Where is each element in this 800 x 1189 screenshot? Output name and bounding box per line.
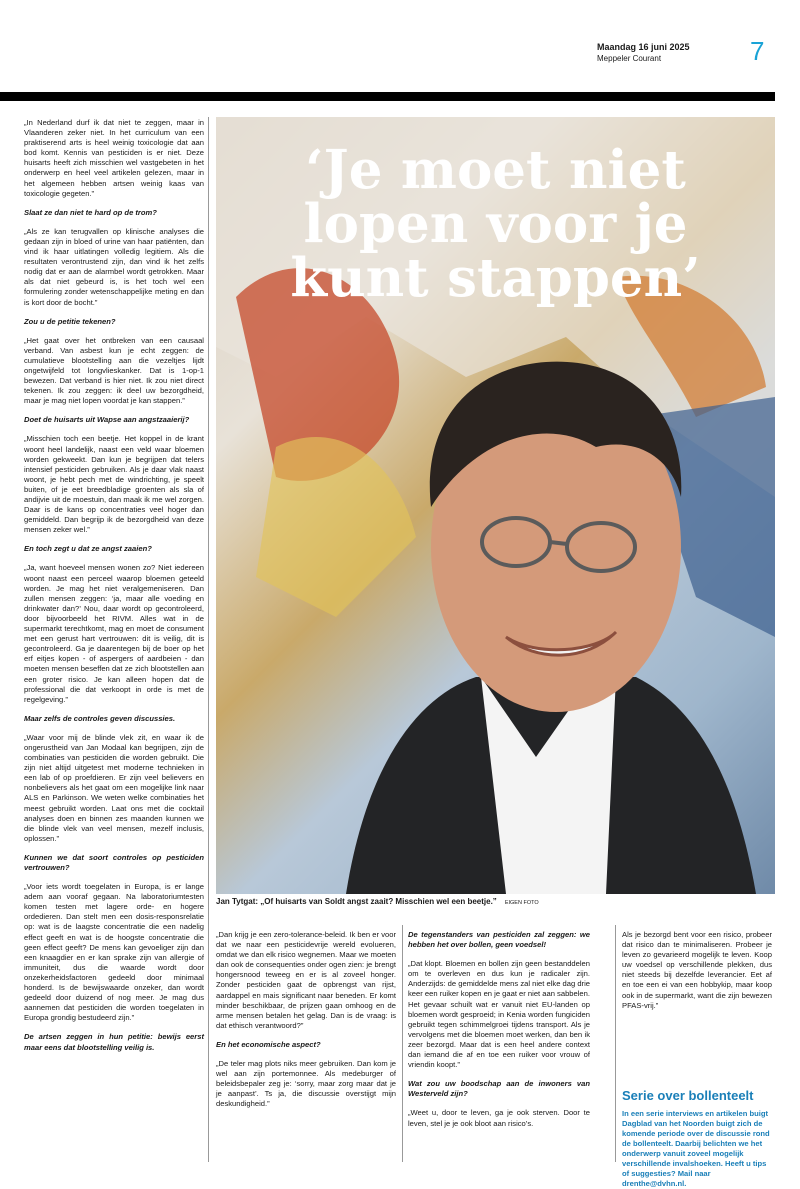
column-divider	[615, 925, 616, 1162]
page-number: 7	[750, 36, 765, 66]
article-column-4	[622, 930, 772, 1020]
article-column-3	[408, 930, 590, 1138]
interview-answer: „Dat klopt. Bloemen en bollen zijn geen bestanddelen om te overleven en dus kun je radicaler zijn. Anderzijds: de gemiddelde mens zal niet elke dag drie keer een ruiker kopen en je gaat er niet aan sabbelen. Het gevaar schuilt wat er vanuit niet EU-landen op bloemen wordt gesproeid; in Kenia worden fungiciden gebruikt tegen schimmelgroei tijdens transport. Als je vervolgens met die bloemen moet werken, dan ben ik zeer bezorgd. Maar dat is een heel andere context dan iemand die af en toe een ruiker voor vrouw of vriendin koopt.”	[408, 959, 590, 1070]
interview-question: Maar zelfs de controles geven discussies.	[24, 713, 176, 723]
article-column-2	[216, 930, 396, 1119]
interview-answer: „Het gaat over het ontbreken van een causaal verband. Van asbest kun je echt zeggen: de cumulatieve blootstelling aan die vezeltjes lijdt ongetwijfeld tot longvlieskanker. Dat is 1-op-1 bewezen. Dat verband is hier niet. Ik zou niet direct tekenen. Ik zou zeggen: ik deel uw bezorgdheid, maar je mag niet lopen voordat je kan stappen.”	[24, 335, 204, 406]
header-paper-name: Meppeler Courant	[597, 54, 662, 63]
caption-text: Jan Tytgat: „Of huisarts van Soldt angst zaait? Misschien wel een beetje.”	[216, 897, 497, 906]
interview-question: En toch zegt u dat ze angst zaaien?	[24, 544, 152, 554]
headline	[216, 139, 775, 309]
interview-answer: „Misschien toch een beetje. Het koppel in de krant woont heel landelijk, naast een veld waar bloemen worden gekweekt. Dan kun je begrijpen dat telers intensief pesticiden gebruiken. Als je daar vlak naast woont, je hebt pech met de windrichting, je speelt buiten, of je eet breedbladige groenten als sla of andijvie uit de moestuin, dan maak ik me wel zorgen. Daar is de kans op concentraties veel hoger dan gemiddeld. Dan begrijp ik de bezorgdheid van deze mensen zeker wel.”	[24, 434, 204, 535]
photo-caption	[216, 897, 539, 906]
interview-answer: „In Nederland durf ik dat niet te zeggen, maar in Vlaanderen zeker niet. In het curriculum van een praktiserend arts is heel weinig toxicologie dat aan bod komt. Kennis van pesticiden is er niet. Deze huisarts heeft zich misschien wel vastgebeten in het onderwerp en heel veel artikelen gelezen, maar in het algemeen hebben artsen weinig kaas van toxicologie gegeten.”	[24, 118, 204, 198]
headline-line-2: lopen voor je	[303, 193, 688, 255]
interview-question: Slaat ze dan niet te hard op de trom?	[24, 207, 157, 217]
interview-answer: „Ja, want hoeveel mensen wonen zo? Niet iedereen woont naast een perceel waarop bloemen geteeld worden. Je mag het niet veralgemeniseren. Dan zullen mensen zeggen: ‘ja, maar alle voeding en drinkwater dan?’ Nou, daar wordt op gecontroleerd, door bijvoorbeeld het RIVM. Alles wat in de supermarkt terechtkomt, mag en moet de consument met een gerust hart vertrouwen: dit is veilig, dit is gecontroleerd. Ga je daarentegen bij de boer op het erf eitjes kopen - of aspergers of aardbeien - dan moeten mensen beseffen dat ze zich blootstellen aan een groter risico. Je kan alleen hopen dat de professional die dat verkoopt in orde is met de regelgeving.”	[24, 563, 204, 704]
interview-question: De artsen zeggen in hun petitie: bewijs eerst maar eens dat blootstelling veilig is.	[24, 1032, 204, 1052]
interview-answer: „De teler mag plots niks meer gebruiken. Dan kom je wel aan zijn portemonnee. Als medeburger of beleidsbepaler zeg je: ‘sorry, maar zorg maar dat je je aanpast’. Ts ja, die discussie overstijgt mijn deskundigheid.”	[216, 1059, 396, 1109]
interview-answer: Als je bezorgd bent voor een risico, probeer dat risico dan te minimaliseren. Probeer je leven zo gevarieerd mogelijk te leven. Koop uw voedsel op verschillende plekken, dus niet steeds bij dezelfde leverancier. Eet af en toe een ei van een hobbykip, maar koop ook in de supermarkt, want die zijn bewezen PFAS-vrij.”	[622, 930, 772, 1010]
interview-question: En het economische aspect?	[216, 1039, 321, 1049]
headline-line-1: ‘Je moet niet	[305, 139, 686, 201]
interview-answer: „Voor iets wordt toegelaten in Europa, is er lange adem aan vooraf gegaan. Na laboratoriumtesten komen testen met lagere orde- en hogere ordedieren. Dan stelt men een dosis-responsrelatie op: wat is de laagste concentratie die een nadelig effect geeft en wat is de hoogste concentratie die geen effect geeft? De mens kan gevoeliger zijn dan een knaagdier en er kan sprake zijn van allergie of immuniteit, dus die waarde wordt door onzekerheidsfactoren gedeeld door minimaal honderd. Is de bewijswaarde onzeker, dan wordt gedeeld door duizend of nog meer. Je mag dus aannemen dat pesticiden die worden toegelaten in Europa grondig bestudeerd zijn.”	[24, 882, 204, 1023]
top-rule	[0, 92, 775, 101]
info-box	[622, 1088, 772, 1189]
column-divider	[208, 117, 209, 1162]
interview-question: Zou u de petitie tekenen?	[24, 316, 116, 326]
interview-answer: „Als ze kan terugvallen op klinische analyses die gedaan zijn in bloed of urine van haar patiënten, dan vind ik haar uitlatingen volledig legitiem. Als die resultaten verontrustend zijn, dan vind ik het zelfs nodig dat er aan de alarmbel wordt getrokken. Maar als dat niet gebeurd is, is het toch wel een formulering zonder wetenschappelijke meting en dan is kort door de bocht.”	[24, 226, 204, 307]
interview-answer: „Waar voor mij de blinde vlek zit, en waar ik de ongerustheid van Jan Modaal kan begrijpen, zijn de combinaties van pesticiden die worden gebruikt. Die zijn niet altijd uitgetest met moderne technieken in een lab of op proefdieren. Er zijn veel believers en nonbelievers als het gaat om een mogelijke link naar ALS en Parkinson. We weten welke combinaties het meest gebruikt worden. Laat ons met die cocktail analyses doen en binnen zes maanden kunnen we die blinde vlek van veel mensen, mezelf inclusis, oplossen.”	[24, 732, 204, 843]
article-column-1	[24, 118, 204, 1062]
header-date: Maandag 16 juni 2025	[597, 42, 690, 52]
interview-question: Wat zou uw boodschap aan de inwoners van Westerveld zijn?	[408, 1079, 590, 1099]
column-divider	[402, 925, 403, 1162]
interview-question: Kunnen we dat soort controles op pesticiden vertrouwen?	[24, 852, 204, 872]
info-box-text: In een serie interviews en artikelen buigt Dagblad van het Noorden buigt zich de komende periode over de discussie rond de bollenteelt. Daarbij belichten we het onderwerp vanuit zoveel mogelijk verschillende invalshoeken. Heeft u tips of suggesties? Mail naar drenthe@dvhn.nl.	[622, 1109, 770, 1188]
photo-credit: EIGEN FOTO	[504, 900, 539, 906]
interview-answer: „Dan krijg je een zero-tolerance-beleid. Ik ben er voor dat we naar een pesticidevrije wereld evolueren, omdat we dan elk risico wegnemen. Maar we moeten dan ook de consequenties onder ogen zien: je brengt hongersnood teweeg en er is al zoveel honger. Zonder pesticiden gaat de opbrengst van rijst, aardappel en mais significant naar beneden. Er komt minder beschikbaar, de prijzen gaan omhoog en de arme mensen betalen het gelag. Dan is de vraag: is dat ethisch verantwoord?”	[216, 930, 396, 1030]
portrait-photo	[216, 117, 775, 894]
interview-question: Doet de huisarts uit Wapse aan angstzaaierij?	[24, 415, 190, 425]
info-box-title: Serie over bollenteelt	[622, 1088, 754, 1103]
interview-answer: „Weet u, door te leven, ga je ook sterven. Door te leven, stel je je ook bloot aan risico’s.	[408, 1108, 590, 1128]
interview-question: De tegenstanders van pesticiden zal zeggen: we hebben het over bollen, geen voedsel!	[408, 930, 590, 950]
headline-line-3: kunt stappen’	[290, 247, 701, 309]
